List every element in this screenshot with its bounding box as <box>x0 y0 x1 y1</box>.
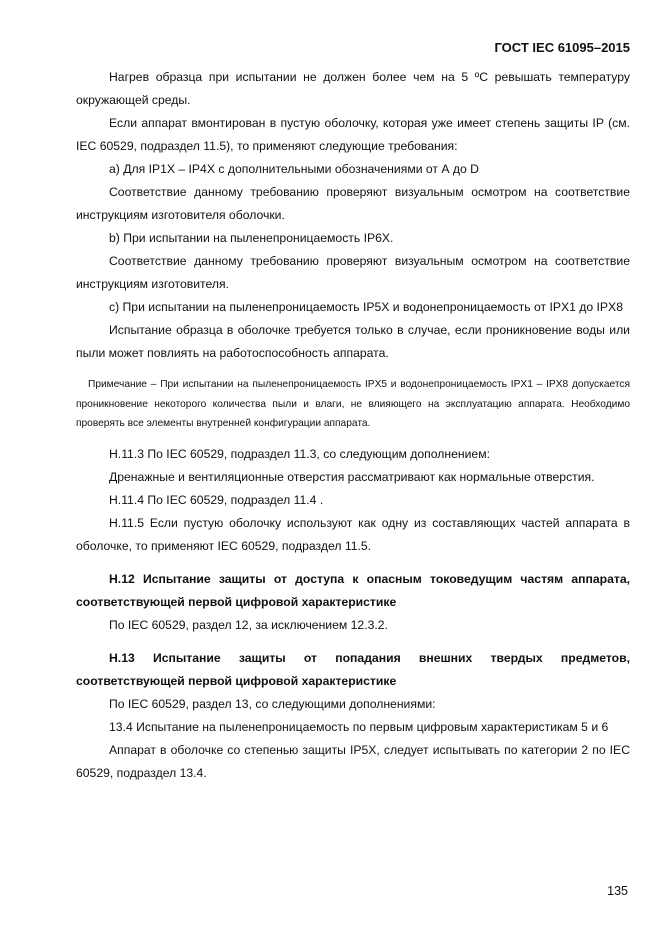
paragraph: Испытание образца в оболочке требуется только в случае, если проникновение воды или пыли может повлиять на работоспособность аппарата. <box>76 323 630 360</box>
paragraph: По IEC 60529, раздел 12, за исключением 12.3.2. <box>109 617 388 632</box>
paragraph: По IEC 60529, раздел 13, со следующими дополнениями: <box>109 696 436 711</box>
paragraph: Н.11.3 По IEC 60529, подраздел 11.3, со следующим дополнением: <box>109 446 490 461</box>
paragraph: Н.11.4 По IEC 60529, подраздел 11.4 . <box>109 492 324 507</box>
paragraph: Если аппарат вмонтирован в пустую оболочку, которая уже имеет степень защиты IP (см. IEC 60529, подраздел 11.5), то применяют следующие требования: <box>76 116 630 153</box>
section-heading-h13: Н.13 Испытание защиты от попадания внешних твердых предметов, соответствующей первой цифровой характеристике <box>76 650 630 688</box>
paragraph: Нагрев образца при испытании не должен более чем на 5 ºС ревышать температуру окружающей среды. <box>76 70 630 107</box>
paragraph: Аппарат в оболочке со степенью защиты IP5X, следует испытывать по категории 2 по IEC 60529, подраздел 13.4. <box>76 742 630 780</box>
note: Примечание – При испытании на пыленепроницаемость IPX5 и водонепроницаемость IPX1 – IPX8 допускается проникновение некоторого количества пыли и влаги, не влияющего на эксплуатацию аппарата. Необходимо проверять все элементы внутренней конфигурации аппарата. <box>76 379 630 430</box>
page-body <box>76 66 630 785</box>
paragraph: b) При испытании на пыленепроницаемость IP6X. <box>109 231 394 245</box>
paragraph: а) Для IP1X – IP4X с дополнительными обозначениями от А до D <box>109 162 479 176</box>
section-heading-h12: Н.12 Испытание защиты от доступа к опасным токоведущим частям аппарата, соответствующей первой цифровой характеристике <box>76 571 630 609</box>
paragraph: Соответствие данному требованию проверяют визуальным осмотром на соответствие инструкциям изготовителя оболочки. <box>76 185 630 222</box>
paragraph: с) При испытании на пыленепроницаемость IP5X и водонепроницаемость от IPX1 до IPX8 <box>109 300 623 314</box>
paragraph: Дренажные и вентиляционные отверстия рассматривают как нормальные отверстия. <box>109 469 595 484</box>
paragraph: 13.4 Испытание на пыленепроницаемость по первым цифровым характеристикам 5 и 6 <box>109 719 609 734</box>
document-code-header: ГОСТ IEC 61095–2015 <box>494 40 630 55</box>
paragraph: Соответствие данному требованию проверяют визуальным осмотром на соответствие инструкциям изготовителя. <box>76 254 630 291</box>
page-number: 135 <box>607 884 628 898</box>
paragraph: Н.11.5 Если пустую оболочку используют как одну из составляющих частей аппарата в оболочке, то применяют IEC 60529, подраздел 11.5. <box>76 515 630 553</box>
